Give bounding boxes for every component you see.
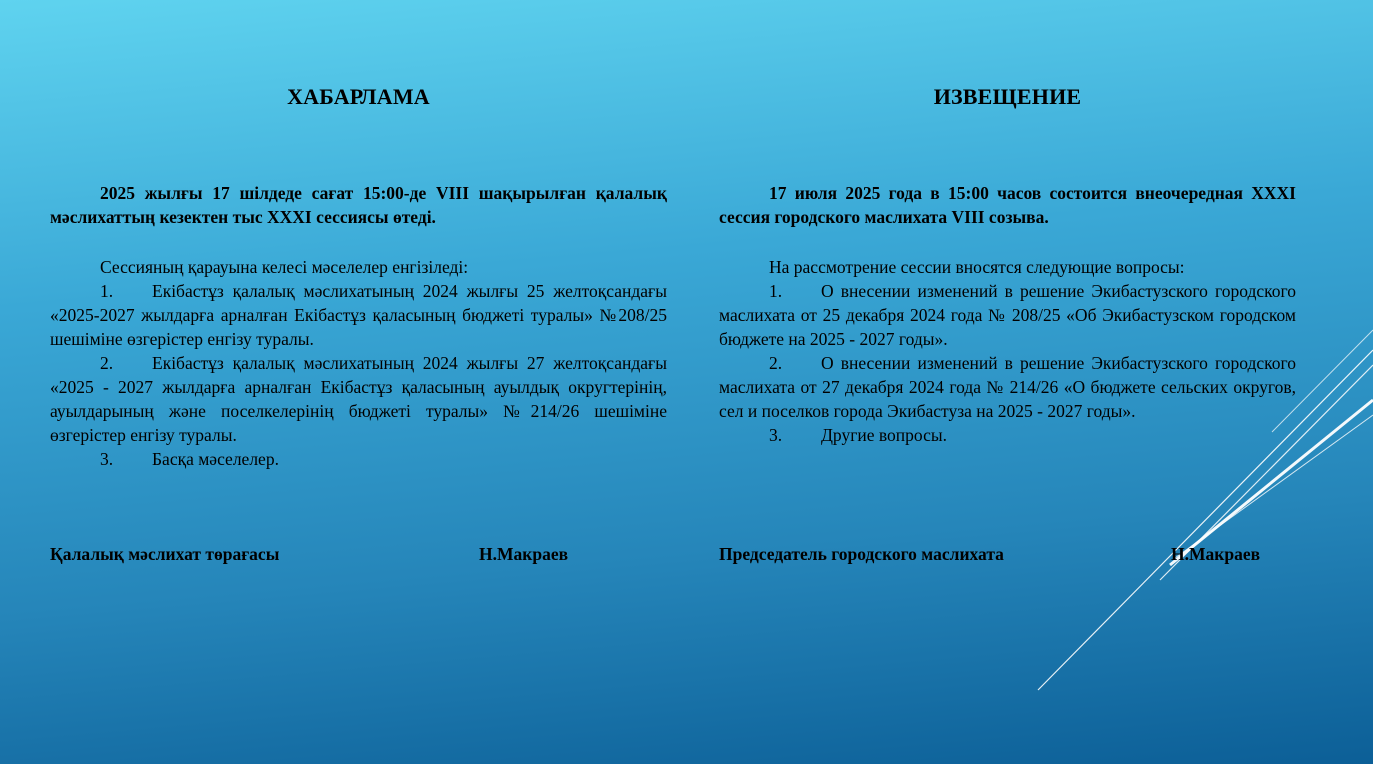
signature-name: Н.Макраев xyxy=(1171,544,1261,564)
kazakh-agenda-list xyxy=(50,279,667,471)
kazakh-agenda-item xyxy=(50,447,667,471)
item-number: 3. xyxy=(769,425,783,445)
kazakh-intro: 2025 жылғы 17 шілдеде сағат 15:00-де VIII шақырылған қалалық мәслихаттың кезектен тыс XXXI сессиясы өтеді. xyxy=(50,183,667,227)
kazakh-agenda-item xyxy=(50,351,667,447)
item-text: Другие вопросы. xyxy=(821,425,947,445)
kazakh-agenda-item xyxy=(50,279,667,351)
item-text: Басқа мәселелер. xyxy=(152,449,279,469)
russian-agenda-item xyxy=(719,351,1296,423)
item-number: 1. xyxy=(769,281,783,301)
russian-signature xyxy=(719,542,1296,566)
signature-name: Н.Макраев xyxy=(479,544,569,564)
kazakh-title: ХАБАРЛАМА xyxy=(287,84,430,109)
signature-role: Председатель городского маслихата xyxy=(719,544,1004,564)
russian-intro: 17 июля 2025 года в 15:00 часов состоится внеочередная XXXI сессия городского маслихата VIII созыва. xyxy=(719,183,1296,227)
item-text: О внесении изменений в решение Экибастузского городского маслихата от 25 декабря 2024 года № 208/25 «Об Экибастузском городском бюджете на 2025 - 2027 годы». xyxy=(719,281,1296,349)
item-number: 3. xyxy=(100,449,114,469)
item-number: 2. xyxy=(769,353,783,373)
signature-role: Қалалық мәслихат төрағасы xyxy=(50,544,280,564)
kazakh-signature xyxy=(50,542,667,566)
item-text: О внесении изменений в решение Экибастузского городского маслихата от 27 декабря 2024 года № 214/26 «О бюджете сельских округов, сел и поселков города Экибастуза на 2025 - 2027 годы». xyxy=(719,353,1296,421)
kazakh-agenda-heading: Сессияның қарауына келесі мәселелер енгізіледі: xyxy=(100,257,469,277)
item-text: Екібастұз қалалық мәслихатының 2024 жылғы 27 желтоқсандағы «2025 - 2027 жылдарға арналған Екібастұз қаласының ауылдық округтерінің, ауылдарының және поселкелерінің бюджеті туралы» №214/26 шешіміне өзгерістер енгізу туралы. xyxy=(50,353,667,445)
item-number: 1. xyxy=(100,281,114,301)
russian-agenda-list xyxy=(719,279,1296,447)
russian-agenda-heading: На рассмотрение сессии вносятся следующие вопросы: xyxy=(769,257,1185,277)
item-number: 2. xyxy=(100,353,114,373)
russian-agenda-item xyxy=(719,423,1296,447)
russian-agenda-item xyxy=(719,279,1296,351)
russian-title: ИЗВЕЩЕНИЕ xyxy=(933,84,1082,109)
item-text: Екібастұз қалалық мәслихатының 2024 жылғы 25 желтоқсандағы «2025-2027 жылдарға арналған Екібастұз қаласының бюджеті туралы» №208/25 шешіміне өзгерістер енгізу туралы. xyxy=(50,281,667,349)
